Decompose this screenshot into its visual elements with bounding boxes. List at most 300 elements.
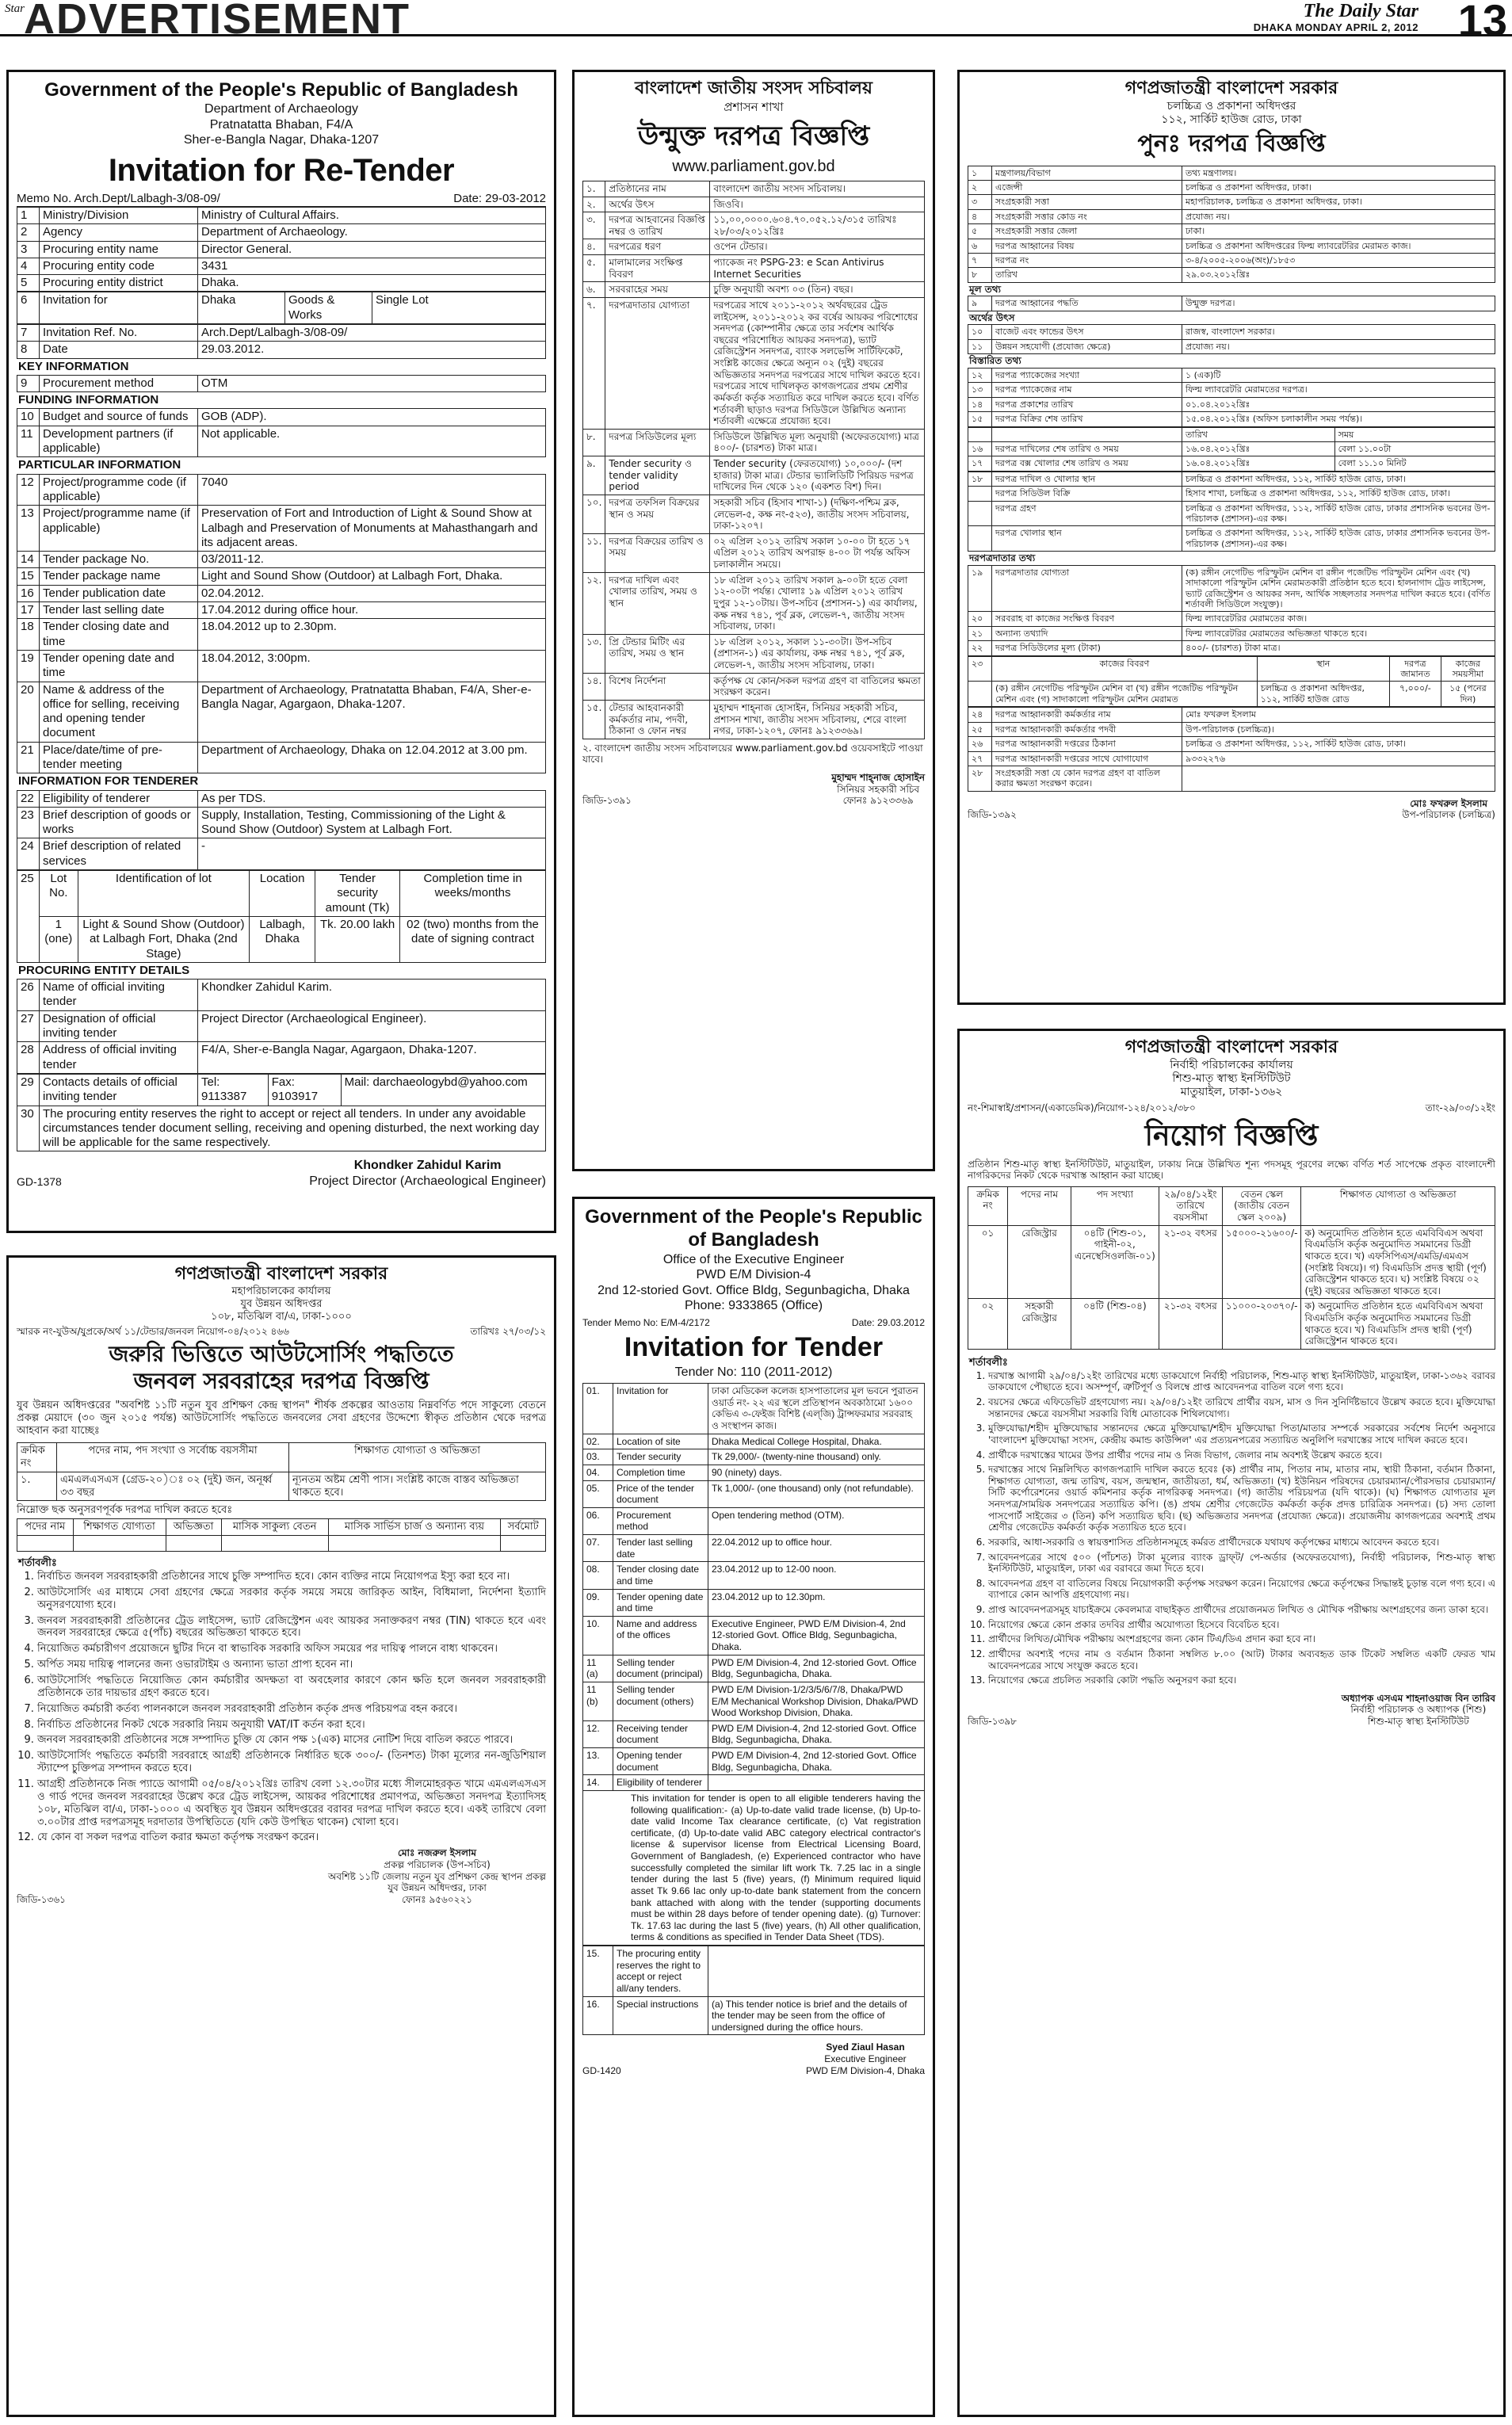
- ad6-cell: 02.: [583, 1434, 613, 1449]
- ad3-cell: ৪: [968, 209, 992, 223]
- ad3-cell: বেলা ১১.০০টা: [1334, 441, 1495, 456]
- ad3-cell: চলচ্চিত্র ও প্রকাশনা অধিদপ্তর, ১১২, সার্কিট হাউজ রোড, ঢাকার প্রশাসনিক ভবনের উপ-পরিচালক (প্রশাসন)-এর কক্ষ।: [1182, 501, 1495, 526]
- ad3-row: [968, 501, 1495, 526]
- ad4-condition: 13. নিয়োগের ক্ষেত্রে প্রচলিত সরকারি কোটা পদ্ধতি অনুসরণ করা হবে।: [988, 1675, 1495, 1686]
- ad4-head-cell: পদ সংখ্যা: [1071, 1186, 1159, 1225]
- ad1-row: [17, 790, 546, 807]
- ad5-h2: মহাপরিচালকের কার্যালয়: [231, 1285, 331, 1297]
- ad4-cond-title: শর্তাবলীঃ: [969, 1356, 1008, 1369]
- ad3-cell: ৫: [968, 224, 992, 239]
- ad1-row: [17, 241, 546, 258]
- ad1-cell: OTM: [198, 375, 546, 391]
- ad6-cell: PWD E/M Division-4, 2nd 12-storied Govt. Office Bldg, Segunbagicha, Dhaka.: [708, 1720, 925, 1747]
- ad1-cell: 17: [17, 602, 40, 619]
- ad2-cell: ০২ এপ্রিল ২০১২ তারিখ সকাল ১০-০০ টা হতে ১৭ এপ্রিল ২০১২ তারিখ অপরাহ্ন ৪-০০ টা পর্যন্ত অফিস চলাকালীন সময়ে।: [710, 533, 925, 572]
- ad3-cell: ২: [968, 180, 992, 194]
- ad4-condition: 9. প্রাপ্ত আবেদনপত্রসমূহ যাচাইক্রমে কেবলমাত্র বাছাইকৃত প্রার্থীদের প্রয়োজনমত লিখিত ও মৌখিক পরীক্ষায় অংশগ্রহণের জন্য ডাকা হবে।: [988, 1604, 1495, 1616]
- ad6-cell: Dhaka Medical College Hospital, Dhaka.: [708, 1434, 925, 1449]
- ad3-cell: তারিখ: [992, 268, 1182, 282]
- ad2-row: [583, 212, 925, 239]
- ad4-cell: ০২: [968, 1299, 1008, 1350]
- ad1-cell: 2: [17, 224, 40, 241]
- ad1-contact-label: Contacts details of official inviting tender: [40, 1074, 198, 1106]
- ad3-work-c2: চলচ্চিত্র ও প্রকাশনা অধিদপ্তর, ১১২, সার্কিট হাউজ রোড: [1257, 682, 1389, 707]
- ad1-cell: As per TDS.: [198, 790, 546, 807]
- ad6-cell: 11 (b): [583, 1682, 613, 1720]
- ad6-cell: Selling tender document (others): [613, 1682, 708, 1720]
- ad4-h2: নির্বাহী পরিচালকের কার্যালয়: [1170, 1058, 1293, 1071]
- ad1-sec-fund: FUNDING INFORMATION: [18, 393, 159, 407]
- ad6-row: [583, 1562, 925, 1589]
- ad1-cell: 11: [17, 426, 40, 457]
- ad3-cell: ১০: [968, 325, 992, 339]
- ad1-cell: 16: [17, 585, 40, 601]
- ad1-lot-c1: Light & Sound Show (Outdoor) at Lalbagh Fort, Dhaka (2nd Stage): [78, 916, 250, 962]
- ad1-cell: 28: [17, 1042, 40, 1074]
- ad5-title2: জনবল সরবরাহের দরপত্র বিজ্ঞপ্তি: [133, 1368, 430, 1395]
- ad6-addr: 2nd 12-storied Govt. Office Bldg, Segunbagicha, Dhaka: [598, 1283, 910, 1297]
- ad6-row: [583, 1616, 925, 1655]
- ad3-cell: ১৫: [968, 412, 992, 426]
- ad2-cell: দরপত্রদাতার যোগ্যতা: [605, 297, 710, 429]
- ad3-cell: ২২: [968, 641, 992, 655]
- ad4-condition: 2. বয়সের ক্ষেত্রে এফিডেভিট গ্রহণযোগ্য নয়। ২৯/০৪/১২ইং তারিখে প্রার্থীর বয়স, মাস ও দিন সুনির্দিষ্টভাবে উল্লেখ করতে হবে। মুক্তিযোদ্ধা সন্তানদের ক্ষেত্রে বয়সসীমা সরকারি বিধি মোতাবেক শিথিলযোগ্য।: [988, 1396, 1495, 1419]
- ad6-cell: The procuring entity reserves the right to accept or reject all/any tenders.: [613, 1946, 708, 1997]
- ad3-row: [968, 397, 1495, 411]
- ad1-cell: 18.04.2012, 3:00pm.: [198, 650, 546, 682]
- ad4-cell: ২১-৩২ বৎসর: [1159, 1299, 1222, 1350]
- ad1-row: [17, 838, 546, 870]
- ad4-h4: মাতুয়াইল, ঢাকা-১৩৬২: [1180, 1085, 1283, 1098]
- ad3-row: [968, 195, 1495, 209]
- ad1-cell: Tender package name: [40, 568, 198, 585]
- ad3-cell: ১৯: [968, 565, 992, 612]
- ad2-cell: জিওবি।: [710, 197, 925, 212]
- ad3-sec-detail: বিস্তারিত তথ্য: [969, 355, 1021, 367]
- ad6-cell: 09.: [583, 1589, 613, 1616]
- ad3-time-h1: তারিখ: [1182, 427, 1335, 441]
- ad3-sec-bidder: দরপত্রদাতার তথ্য: [969, 552, 1036, 564]
- ad1-cell: -: [198, 838, 546, 870]
- ad1-cell: Department of Archaeology.: [198, 224, 546, 241]
- ad5-conditions: [17, 1571, 546, 1844]
- ad3-row: [968, 612, 1495, 626]
- ad1-cell: Tender package No.: [40, 552, 198, 568]
- ad1-lot-h3: Tender security amount (Tk): [315, 871, 400, 917]
- ad3-cell: মোঃ ফখরুল ইসলাম: [1182, 708, 1495, 722]
- ad4-cell: ১১০০০-২০৩৭০/-: [1222, 1299, 1301, 1350]
- ad1-cell: Department of Archaeology, Dhaka on 12.04.2012 at 3.00 pm.: [198, 742, 546, 773]
- ad3-cell: দরপত্র বিক্রির শেষ তারিখ: [992, 412, 1182, 426]
- ad5-condition: 1. নির্বাচিত জনবল সরবরাহকারী প্রতিষ্ঠানের সাথে চুক্তি সম্পাদিত হবে। কোন ব্যক্তির নামে নিয়োগপত্র ইস্যু করা হবে না।: [37, 1571, 546, 1583]
- ad3-row: [968, 166, 1495, 180]
- ad4-sig-org: শিশু-মাতৃ স্বাস্থ্য ইনস্টিটিউট: [1367, 1716, 1469, 1728]
- ad3-cell: চলচ্চিত্র ও প্রকাশনা অধিদপ্তরের ফিল্ম ল্যাবরেটরির মেরামত কাজ।: [1182, 239, 1495, 253]
- ad1-lot-num: 25: [17, 871, 40, 963]
- ad5-cond-title: শর্তাবলীঃ: [18, 1557, 57, 1570]
- ad2-row: [583, 572, 925, 634]
- ad6-cell: Price of the tender document: [613, 1480, 708, 1507]
- ad1-invite-b: Goods & Works: [285, 292, 372, 324]
- ad3-cell: ০১.০৪.২০১২খ্রিঃ: [1182, 397, 1495, 411]
- ad1-contact-row: [17, 1074, 546, 1151]
- ad4-date: তাং-২৯/০৩/১২ইং: [1425, 1102, 1495, 1114]
- ad1-contact-fax: Fax: 9103917: [268, 1074, 341, 1106]
- ad4-cell: ০৪টি (শিশু-০১, গাইনী-০২, এনেস্থেসিওলজি-০১): [1071, 1225, 1159, 1299]
- ad4-condition: 5. দরখাস্তের সাথে নিম্নলিখিত কাগজপত্রাদি দাখিল করতে হবেঃ (ক) প্রার্থীর নাম, পিতার নাম, মাতার নাম, স্থায়ী ঠিকানা, বর্তমান ঠিকানা, শিক্ষাগত যোগ্যতা, জন্ম তারিখ, বয়স, জন্মস্থান, জাতীয়তা, ধর্ম, অভিজ্ঞতা। (খ) ইউনিয়ন পরিষদের চেয়ারম্যান/পৌরসভার চেয়ারম্যান/সিটি কর্পোরেশনের ওয়ার্ড কমিশনার কর্তৃক নাগরিকত্ব সনদপত্র। (গ) জাতীয় পরিচয়পত্র (যদি থাকে)। (ঘ) শিক্ষাগত যোগ্যতার মূল সনদপত্র/সাময়িক সনদপত্রের সত্যায়িত কপি। (ঙ) প্রথম শ্রেণীর গেজেটেড কর্মকর্তা কর্তৃক প্রদত্ত চারিত্রিক সনদপত্র। (চ) সদ্য তোলা পাসপোর্ট সাইজের ৩ (তিন) কপি সত্যায়িত ছবি। (ছ) অভিজ্ঞতার সনদপত্র (প্রযোজ্য ক্ষেত্রে)। প্রয়োজনীয় কাগজপত্রের অবশ্যই প্রথম শ্রেণীর গেজেটেড কর্মকর্তা কর্তৃক সত্যায়িত হতে হবে।: [988, 1464, 1495, 1533]
- ad1-cell: 24: [17, 838, 40, 870]
- ad3-cell: সংগ্রহকারী সত্তার জেলা: [992, 224, 1182, 239]
- ad4-condition: 11. প্রার্থীদের লিখিত/মৌখিক পরীক্ষায় অংশগ্রহণের জন্য কোন টিএ/ডিএ প্রদান করা হবে না।: [988, 1633, 1495, 1645]
- ad2-cell: দরপত্র আহবানের বিজ্ঞপ্তি নম্বর ও তারিখ: [605, 212, 710, 239]
- ad5-sig-org: অবশিষ্ট ১১টি জেলায় নতুন যুব প্রশিক্ষণ কেন্দ্র স্থাপন প্রকল্প: [328, 1870, 546, 1882]
- ad6-cell: Special instructions: [613, 1996, 708, 2035]
- ad1-memo: Memo No. Arch.Dept/Lalbagh-3/08-09/: [17, 191, 220, 205]
- ad4-row: [968, 1299, 1495, 1350]
- ad3-cell: সংগ্রহকারী সত্তা যে কোন দরপত্র গ্রহণ বা বাতিল করার ক্ষমতা সংরক্ষণ করেন।: [992, 766, 1182, 791]
- ad1-addr2: Sher-e-Bangla Nagar, Dhaka-1207: [183, 133, 380, 147]
- ad3-cell: অন্যান্য তথ্যাদি: [992, 626, 1182, 640]
- ad1-row: [17, 1010, 546, 1042]
- ad2-row: [583, 700, 925, 739]
- ad6-table2: [582, 1946, 925, 2035]
- ad1-note: The procuring entity reserves the right to accept or reject all tenders. In under any avoidable circumstances tender document selling, receiving and opening disturbed, the next working day will be applicable for the same respectively.: [40, 1106, 546, 1151]
- ad6-gd: GD-1420: [582, 2064, 621, 2076]
- ad3-cell: ১২: [968, 368, 992, 382]
- ad3-work-h1: কাজের বিবরণ: [992, 656, 1258, 682]
- ad5-h3: যুব উন্নয়ন অধিদপ্তর: [240, 1297, 323, 1310]
- ad3-cell: ১৬: [968, 441, 992, 456]
- ad1-cell: 26: [17, 980, 40, 1011]
- ad1-cell: 10: [17, 409, 40, 426]
- ad4-head-cell: শিক্ষাগত যোগ্যতা ও অভিজ্ঞতা: [1301, 1186, 1495, 1225]
- ad3-cell: ২৬: [968, 737, 992, 751]
- ad3-cell: মহাপরিচালক, চলচ্চিত্র ও প্রকাশনা অধিদপ্তর, ঢাকা।: [1182, 195, 1495, 209]
- ad3-cell: ১৬.০৪.২০১২খ্রিঃ: [1182, 441, 1335, 456]
- ad6-cell: 90 (ninety) days.: [708, 1465, 925, 1480]
- ad6-row: [583, 1720, 925, 1747]
- ad6-row: [583, 1682, 925, 1720]
- ad1-cell: Eligibility of tenderer: [40, 790, 198, 807]
- ad6-row: [583, 1449, 925, 1465]
- ad3-row: [968, 751, 1495, 766]
- ad3-cell: [1182, 766, 1495, 791]
- ad5-condition: 10. আউটসোর্সিং পদ্ধতিতে কর্মচারী সরবরাহে আগ্রহী প্রতিষ্ঠানকে নির্ধারিত ছকে ৩০০/- (তিনশত) টাকা মূল্যের নন-জুডিশিয়াল স্ট্যাম্পে চুক্তিপত্র সম্পাদন করতে হবে।: [37, 1750, 546, 1775]
- ad3-row: [968, 224, 1495, 239]
- ad6-cell: [708, 1775, 925, 1791]
- ad1-gd: GD-1378: [17, 1175, 62, 1189]
- ad2-h1: বাংলাদেশ জাতীয় সংসদ সচিবালয়: [635, 78, 872, 98]
- ad1-row: [17, 568, 546, 585]
- ad5-condition: 2. আউটসোর্সিং এর মাধ্যমে সেবা গ্রহণের ক্ষেত্রে সরকার কর্তৃক সময়ে সময়ে জারিকৃত আইন, বিধিমালা, নির্দেশনা ইত্যাদি অনুসরণযোগ্য হবে।: [37, 1587, 546, 1612]
- ad6-cell: Tk 1,000/- (one thousand) only (not refundable).: [708, 1480, 925, 1507]
- ad3-cell: [968, 501, 992, 526]
- ad3-row: [968, 526, 1495, 552]
- ad1-cell: 13: [17, 506, 40, 552]
- ad1-table-ref: [17, 324, 546, 359]
- ad1-cell: Tender opening date and time: [40, 650, 198, 682]
- ad2-cell: চুক্তি অনুযায়ী অবশ্য ০৩ (তিন) বছর।: [710, 282, 925, 298]
- ad2-cell: ৫.: [583, 255, 605, 282]
- ad2-cell: দরপত্রের ধরণ: [605, 239, 710, 255]
- ad3-row: [968, 239, 1495, 253]
- ad3-time-h0: [992, 427, 1182, 441]
- ad4-conditions: [968, 1370, 1495, 1686]
- ad6-row: [583, 1535, 925, 1562]
- ad3-sec-fund: অর্থের উৎস: [969, 311, 1015, 323]
- ad4-head-cell: পদের নাম: [1008, 1186, 1071, 1225]
- ad3-cell: ২৯.০৩.২০১২খ্রিঃ: [1182, 268, 1495, 282]
- ad6-date: Date: 29.03.2012: [851, 1316, 925, 1328]
- ad3-cell: এজেন্সী: [992, 180, 1182, 194]
- ad1-sig-name: Khondker Zahidul Karim: [353, 1159, 502, 1173]
- ad3-cell: দরপত্র আহ্বানকারী কর্মকর্তার পদবী: [992, 722, 1182, 736]
- ad2-title: উন্মুক্ত দরপত্র বিজ্ঞপ্তি: [637, 120, 870, 153]
- ad1-invite-c: Single Lot: [372, 292, 546, 324]
- ad6-cell: 23.04.2012 up to 12-00 noon.: [708, 1562, 925, 1589]
- ad1-cell: Tender publication date: [40, 585, 198, 601]
- ad1-cell: 02.04.2012.: [198, 585, 546, 601]
- ad2-row: [583, 495, 925, 533]
- ad3-cell: ১১: [968, 339, 992, 353]
- ad3-cell: ২৫: [968, 722, 992, 736]
- ad1-sec-tenderer: INFORMATION FOR TENDERER: [18, 774, 199, 789]
- ad1-sec-part: PARTICULAR INFORMATION: [18, 458, 181, 472]
- ad3-title: পুনঃ দরপত্র বিজ্ঞপ্তি: [1137, 129, 1326, 158]
- page-number: 13: [1457, 0, 1507, 45]
- ad1-table-official: [17, 979, 546, 1074]
- ad1-cell: 1: [17, 207, 40, 223]
- ad4-sig-title: নির্বাহী পরিচালক ও অধ্যাপক (শিশু): [1350, 1704, 1487, 1716]
- ad5-t1-c0: ১.: [17, 1472, 57, 1501]
- ad3-work-h0: ২৩: [968, 656, 992, 682]
- ad1-lot-h2: Location: [250, 871, 315, 917]
- ad1-addr1: Pratnatatta Bhaban, F4/A: [209, 117, 353, 132]
- ad6-row: [583, 1748, 925, 1775]
- ad4-h1: গণপ্রজাতন্ত্রী বাংলাদেশ সরকার: [1124, 1037, 1338, 1057]
- ad3-cell: মন্ত্রণালয়/বিভাগ: [992, 166, 1182, 180]
- ad3-cell: ফিল্ম ল্যাবরেটরির মেরামতের অভিজ্ঞতা থাকতে হবে।: [1182, 626, 1495, 640]
- ad2-row: [583, 239, 925, 255]
- ad1-cell: Tender closing date and time: [40, 619, 198, 651]
- ad1-date: Date: 29-03-2012: [453, 191, 546, 205]
- ad1-row: [17, 807, 546, 838]
- ad3-table-place: [968, 472, 1495, 552]
- ad1-cell: 15: [17, 568, 40, 585]
- ad6-cell: 07.: [583, 1535, 613, 1562]
- ad4-h3: শিশু-মাতৃ স্বাস্থ্য ইনস্টিটিউট: [1172, 1071, 1291, 1085]
- ad4-condition: 6. সরকারি, আধা-সরকারি ও স্বায়ত্তশাসিত প্রতিষ্ঠানসমূহে কর্মরত প্রার্থীদেরকে যথাযথ কর্তৃপক্ষের মাধ্যমে আবেদন করতে হবে।: [988, 1537, 1495, 1549]
- ad3-cell: ১৭: [968, 456, 992, 471]
- ad-film-retender: [957, 70, 1506, 1005]
- masthead: [0, 0, 1512, 45]
- ad4-condition: 8. আবেদনপত্র গ্রহণ বা বাতিলের বিষয়ে নিয়োগকারী কর্তৃপক্ষ সংরক্ষণ করেন। নিয়োগের ক্ষেত্রে কর্তৃপক্ষের সিদ্ধান্তই চূড়ান্ত বলে গণ্য হবে। এ ব্যাপারে কোন আপত্তি গ্রহণযোগ্য নয়।: [988, 1578, 1495, 1601]
- ad3-cell: ১৪: [968, 397, 992, 411]
- ad5-condition: 3. জনবল সরবরাহকারী প্রতিষ্ঠানের ট্রেড লাইসেন্স, ভ্যাট রেজিস্ট্রেশন এবং আয়কর সনাক্তকরণ নম্বর (TIN) থাকতে হবে এবং জনবল সরবরাহের ক্ষেত্রে ৫(পাঁচ) বছরের অভিজ্ঞতা থাকতে হবে।: [37, 1615, 546, 1640]
- ad1-row: [17, 1042, 546, 1074]
- ad5-t1-c1: এমএলএসএস (গ্রেড-২০)ঃ ০২ (দুই) জন, অনূর্ধ্ব ৩৩ বছর: [57, 1472, 289, 1501]
- ad1-cell: Supply, Installation, Testing, Commissioning of the Light & Sound Show (Outdoor) System at Lalbagh Fort.: [198, 807, 546, 838]
- ad1-cell: Name of official inviting tender: [40, 980, 198, 1011]
- ad3-gd: জিডি-১৩৯২: [968, 809, 1017, 821]
- ad2-cell: ৯.: [583, 456, 605, 495]
- ad3-cell: ২৭: [968, 751, 992, 766]
- ad4-row: [968, 1225, 1495, 1299]
- ad3-cell: চলচ্চিত্র ও প্রকাশনা অধিদপ্তর, ১১২, সার্কিট হাউজ রোড, ঢাকা।: [1182, 737, 1495, 751]
- ad5-t2-empty-cell: [221, 1536, 328, 1552]
- ad5-condition: 8. নির্বাচিত প্রতিষ্ঠানের নিকট থেকে সরকারি নিয়ম অনুযায়ী VAT/IT কর্তন করা হবে।: [37, 1719, 546, 1732]
- ad1-cell: 7: [17, 324, 40, 341]
- ad1-cell: F4/A, Sher-e-Bangla Nagar, Agargaon, Dhaka-1207.: [198, 1042, 546, 1074]
- ad3-cell: ২৪: [968, 708, 992, 722]
- ad3-time-h2: সময়: [1334, 427, 1495, 441]
- ad1-org: Government of the People's Republic of Bangladesh: [44, 79, 518, 101]
- ad6-cell: 06.: [583, 1507, 613, 1534]
- ad3-table-main: [968, 296, 1495, 311]
- ad6-cell: Invitation for: [613, 1384, 708, 1434]
- ad5-t2-head-cell: শিক্ষাগত যোগ্যতা: [73, 1519, 166, 1536]
- ad4-title: নিয়োগ বিজ্ঞপ্তি: [1144, 1119, 1319, 1152]
- ad3-row: [968, 708, 1495, 722]
- ad5-sig-phone: ফোনঃ ৯৫৬০২২১: [401, 1893, 473, 1905]
- ad3-cell: ৬: [968, 239, 992, 253]
- ad4-cell: সহকারী রেজিস্ট্রার: [1008, 1299, 1071, 1350]
- ad1-cell: 19: [17, 650, 40, 682]
- ad5-t2-empty-cell: [166, 1536, 221, 1552]
- ad1-cell: 14: [17, 552, 40, 568]
- ad6-memo: Tender Memo No: E/M-4/2172: [582, 1316, 710, 1328]
- ad5-t2-intro: নিম্নোক্ত ছক অনুসরণপূর্বক দরপত্র দাখিল করতে হবেঃ: [17, 1504, 233, 1517]
- ad1-cell: 3: [17, 241, 40, 258]
- ad6-cell: Eligibility of tenderer: [613, 1775, 708, 1791]
- star-logo: Star: [5, 2, 25, 15]
- ad1-sec-key: KEY INFORMATION: [18, 359, 129, 373]
- ad1-row: [17, 426, 546, 457]
- ad1-lot-h4: Completion time in weeks/months: [400, 871, 546, 917]
- dateline: DHAKA MONDAY APRIL 2, 2012: [1253, 21, 1418, 33]
- ad5-title1: জরুরি ভিত্তিতে আউটসোর্সিং পদ্ধতিতে: [109, 1341, 454, 1368]
- ad3-cell: উন্মুক্ত দরপত্র।: [1182, 296, 1495, 311]
- ad3-cell: চলচ্চিত্র ও প্রকাশনা অধিদপ্তর, ১১২, সার্কিট হাউজ রোড, ঢাকার প্রশাসনিক ভবনের উপ-পরিচালক (প্রশাসন)-এর কক্ষ।: [1182, 526, 1495, 552]
- ad4-memo: নং-শিমাস্বাই/প্রশাসন/(একাডেমিক)/নিয়োগ-১২৪/২০১২/৩৮০: [968, 1102, 1196, 1114]
- ad5-t1-h1: পদের নাম, পদ সংখ্যা ও সর্বোচ্চ বয়সসীমা: [57, 1442, 289, 1472]
- ad3-cell: ১ (এক)টি: [1182, 368, 1495, 382]
- ad3-table-bidder: [968, 565, 1495, 656]
- ad4-condition: 12. প্রার্থীদের অবশ্যই পদের নাম ও বর্তমান ঠিকানা সম্বলিত ৮.০০ (আট) টাকার অব্যবহৃত ডাক টিকেট সম্বলিত একটি ফেরত খাম আবেদনপত্রের সাথে সংযুক্ত করতে হবে।: [988, 1648, 1495, 1671]
- ad2-row: [583, 197, 925, 212]
- ad3-cell: চলচ্চিত্র ও প্রকাশনা অধিদপ্তর, ঢাকা।: [1182, 180, 1495, 194]
- ad4-condition: 1. দরখাস্ত আগামী ২৯/০৪/১২ইং তারিখের মধ্যে ডাকযোগে নির্বাহী পরিচালক, শিশু-মাতৃ স্বাস্থ্য ইনস্টিটিউট, মাতুয়াইল, ঢাকা-১৩৬২ বরাবর ডাকযোগে পৌছাতে হবে। অসম্পূর্ণ, ত্রুটিপূর্ণ ও বিলম্বে প্রাপ্ত আবেদনপত্র বাতিল বলে গণ্য হবে।: [988, 1370, 1495, 1393]
- ad1-cell: Procurement method: [40, 375, 198, 391]
- ad6-row: [583, 1480, 925, 1507]
- ad2-cell: সহকারী সচিব (হিসাব শাখা-১) (দক্ষিণ-পশ্চিম ব্লক, লেভেল-৫, কক্ষ নং-৫২৩), জাতীয় সংসদ সচিবালয়, ঢাকা-১২০৭।: [710, 495, 925, 533]
- ad1-cell: Budget and source of funds: [40, 409, 198, 426]
- ad3-cell: সরবরাহ বা কাজের সংক্ষিপ্ত বিবরণ: [992, 612, 1182, 626]
- ad1-cell: 27: [17, 1010, 40, 1042]
- ad5-t1-c2: ন্যূনতম অষ্টম শ্রেণী পাস। সংশ্লিষ্ট কাজে বাস্তব অভিজ্ঞতা থাকতে হবে।: [289, 1472, 546, 1501]
- ad1-invite-row: [17, 292, 546, 324]
- ad3-cell: দরপত্র গ্রহণ: [992, 501, 1182, 526]
- ad3-table-a: [968, 166, 1495, 283]
- ad5-t2-head-cell: মাসিক সার্ভিস চার্জ ও অন্যান্য ব্যয়: [328, 1519, 501, 1536]
- ad3-cell: তথ্য মন্ত্রণালয়।: [1182, 166, 1495, 180]
- ad5-t2-empty-cell: [17, 1536, 74, 1552]
- ad4-head-cell: বেতন স্কেল (জাতীয় বেতন স্কেল ২০০৯): [1222, 1186, 1301, 1225]
- ad5-condition: 4. নিয়োজিত কর্মচারীগণ প্রয়োজনে ছুটির দিনে বা স্বাভাবিক সরকারি অফিস সময়ের পর দায়িত্ব পালনে বাধ্য থাকবেন।: [37, 1643, 546, 1655]
- ad6-table: [582, 1383, 925, 1791]
- ad3-cell: দরপত্র আহ্বানকারী দপ্তরের সাথে যোগাযোগ: [992, 751, 1182, 766]
- ad6-row: [583, 1946, 925, 1997]
- ad6-row: [583, 1655, 925, 1682]
- ad6-row: [583, 1434, 925, 1449]
- ad1-cell: Director General.: [198, 241, 546, 258]
- ad6-phone: Phone: 9333865 (Office): [684, 1299, 823, 1313]
- ad1-cell: Procuring entity name: [40, 241, 198, 258]
- ad3-cell: দরপত্র প্যাকেজের নাম: [992, 383, 1182, 397]
- ad5-condition: 9. জনবল সরবরাহকারী প্রতিষ্ঠানের সঙ্গে সম্পাদিত চুক্তি যে কোন পক্ষ ১(এক) মাসের নোটিশ দিয়ে বাতিল করতে পারবে।: [37, 1734, 546, 1747]
- ad3-cell: দরপত্র আহ্বানকারী দপ্তরের ঠিকানা: [992, 737, 1182, 751]
- ad3-row: [968, 268, 1495, 282]
- ad2-row: [583, 429, 925, 456]
- ad6-cell: Procurement method: [613, 1507, 708, 1534]
- ad6-cell: Tender opening date and time: [613, 1589, 708, 1616]
- ad1-cell: Name & address of the office for selling, receiving and opening tender document: [40, 682, 198, 742]
- ad6-cell: PWD E/M Division-4, 2nd 12-storied Govt. Office Bldg, Segunbagicha, Dhaka.: [708, 1655, 925, 1682]
- ad2-cell: প্রতিষ্ঠানের নাম: [605, 181, 710, 197]
- ad3-cell: ১৮: [968, 472, 992, 486]
- ad1-row: [17, 275, 546, 292]
- ad2-cell: বিশেষ নির্দেশনা: [605, 673, 710, 700]
- ad5-intro: যুব উন্নয়ন অধিদপ্তরের "অবশিষ্ট ১১টি নতুন যুব প্রশিক্ষণ কেন্দ্র স্থাপন" শীর্ষক প্রকল্পের আওতায় নিম্নবর্ণিত পদে সাকুল্যে বেতনে প্রকল্প মেয়াদে (৩০ জুন ২০১৫ পর্যন্ত) আউটসোর্সিং পদ্ধতিতে জনবলের সেবা গ্রহণের উদ্দেশ্যে স্বীকৃত প্রতিষ্ঠান থেকে দরপত্র আহবান করা যাচ্ছেঃ: [17, 1400, 546, 1438]
- ad5-t2-head-cell: সর্বমোট: [501, 1519, 546, 1536]
- section-title: ADVERTISEMENT: [24, 0, 411, 43]
- ad1-lot-h0: Lot No.: [40, 871, 78, 917]
- ad3-cell: ৪০০/- (চারশত) টাকা মাত্র।: [1182, 641, 1495, 655]
- ad3-row: [968, 325, 1495, 339]
- ad4-condition: 10. নিয়োগের ক্ষেত্রে কোন প্রকার তদবির প্রার্থীর অযোগ্যতা হিসেবে বিবেচিত হবে।: [988, 1619, 1495, 1631]
- ad1-cell: Khondker Zahidul Karim.: [198, 980, 546, 1011]
- ad2-h2: প্রশাসন শাখা: [724, 99, 784, 114]
- ad2-gd: জিডি-১৩৯১: [582, 795, 632, 807]
- ad1-cell: 20: [17, 682, 40, 742]
- ad5-t2-head-cell: পদের নাম: [17, 1519, 74, 1536]
- ad2-cell: সিডিউলে উল্লিখিত মূল্য অনুযায়ী (অফেরতযোগ্য) মাত্র ৪০০/- (চারশত) টাকা মাত্র।: [710, 429, 925, 456]
- ad1-cell: Project/programme name (if applicable): [40, 506, 198, 552]
- ad2-cell: দরপত্র তফসিল বিক্রয়ের স্থান ও সময়: [605, 495, 710, 533]
- ad3-row: [968, 254, 1495, 268]
- ad1-row: [17, 207, 546, 223]
- ad1-cell: Designation of official inviting tender: [40, 1010, 198, 1042]
- ad2-cell: Tender security ও tender validity period: [605, 456, 710, 495]
- ad6-cell: Location of site: [613, 1434, 708, 1449]
- ad6-cell: PWD E/M Division-4, 2nd 12-storied Govt. Office Bldg, Segunbagicha, Dhaka.: [708, 1748, 925, 1775]
- ad3-row: [968, 180, 1495, 194]
- ad1-invite-a: Dhaka: [198, 292, 285, 324]
- ad6-cell: 14.: [583, 1775, 613, 1791]
- ad4-cell: ০৪টি (শিশু-০৪): [1071, 1299, 1159, 1350]
- ad3-cell: দরপত্র সিডিউল বিক্রি: [992, 487, 1182, 501]
- ad1-cell: 18.04.2012 up to 2.30pm.: [198, 619, 546, 651]
- ad1-sig-title: Project Director (Archaeological Engineer): [309, 1174, 546, 1188]
- ad6-div: PWD E/M Division-4: [696, 1268, 811, 1282]
- ad1-contact-mail: Mail: darchaeologybd@yahoo.com: [341, 1074, 545, 1106]
- ad3-table-work: [968, 656, 1495, 708]
- ad-parliament-tender: [572, 70, 935, 1171]
- ad6-office: Office of the Executive Engineer: [662, 1252, 845, 1266]
- ad6-row: [583, 1465, 925, 1480]
- ad1-table-tenderer: [17, 790, 546, 870]
- ad2-cell: ৪.: [583, 239, 605, 255]
